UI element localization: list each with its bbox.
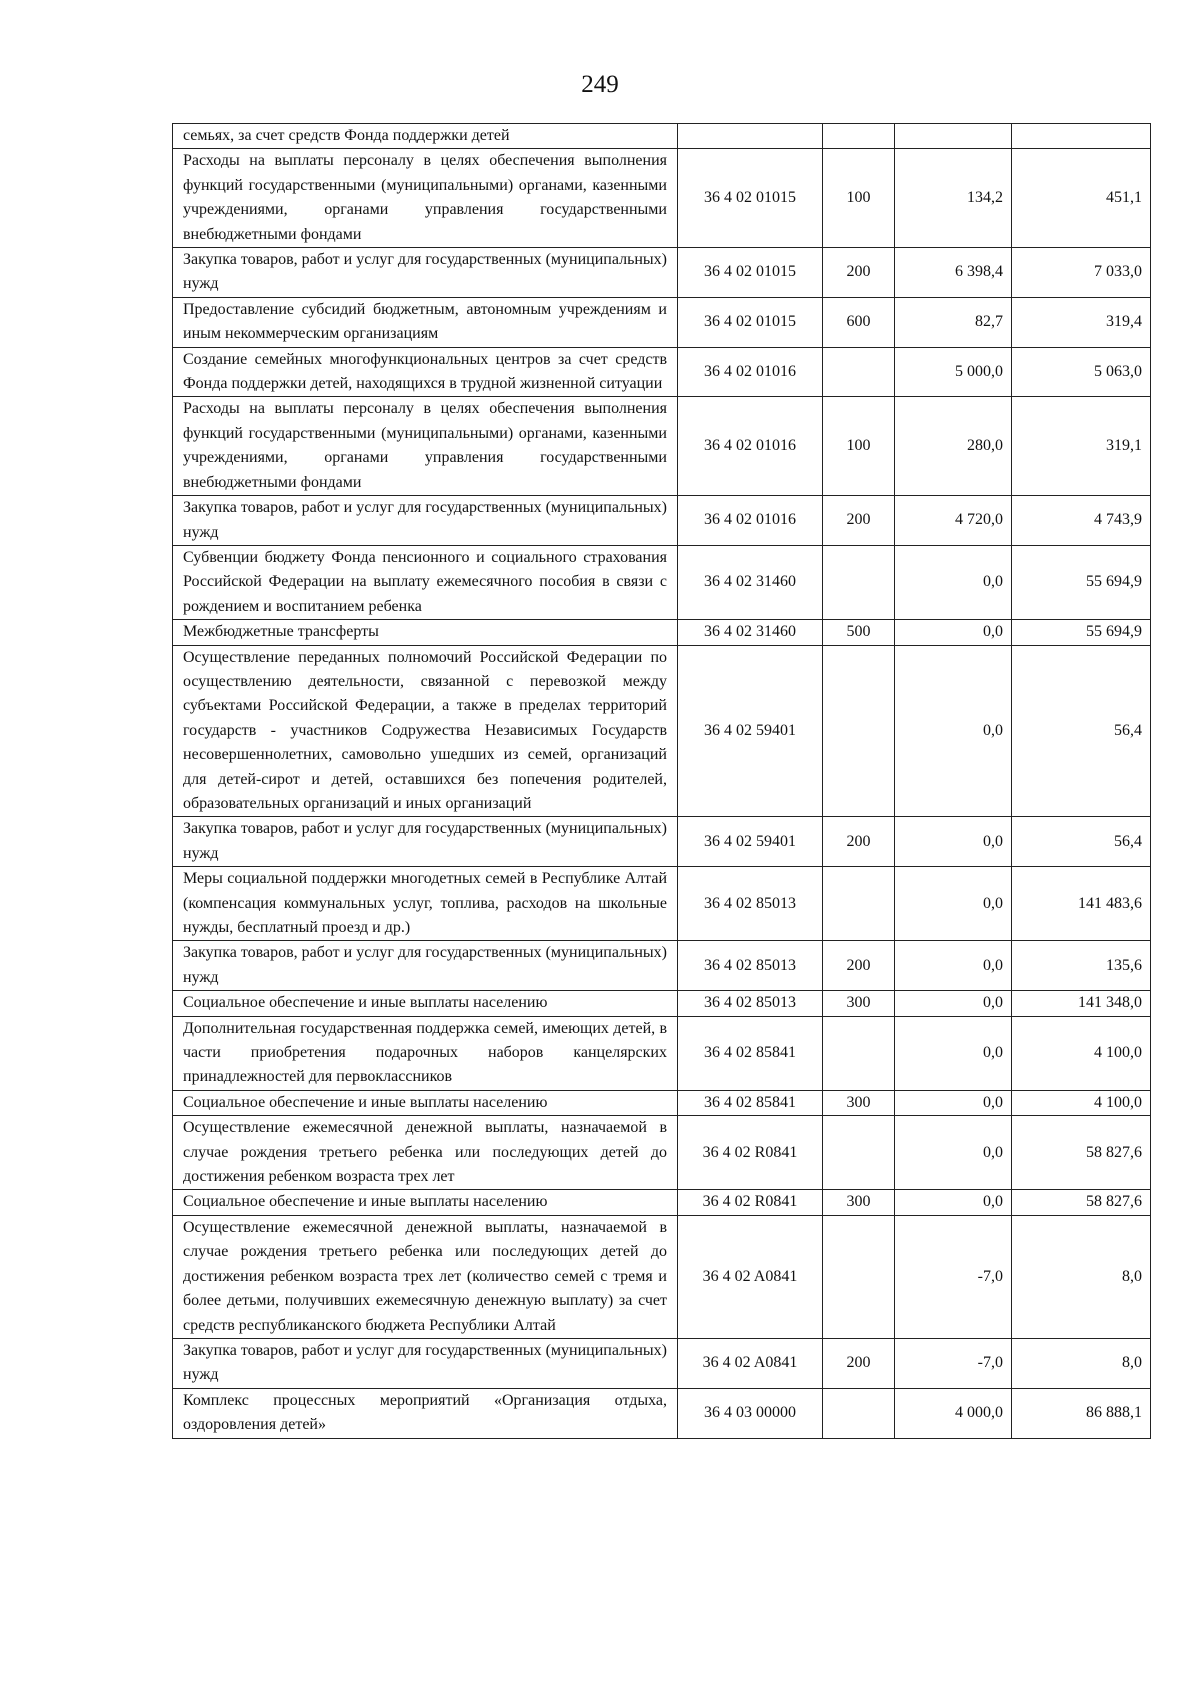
amount-total-cell: 58 827,6	[1012, 1116, 1151, 1190]
expense-name-cell: Комплекс процессных мероприятий «Организация отдыха, оздоровления детей»	[173, 1388, 678, 1438]
target-code-cell: 36 4 03 00000	[678, 1388, 823, 1438]
expense-type-cell: 200	[823, 817, 895, 867]
page-number: 249	[581, 71, 619, 98]
amount-change-cell: 0,0	[895, 941, 1012, 991]
amount-change-cell: 0,0	[895, 1016, 1012, 1090]
amount-change-cell: 5 000,0	[895, 347, 1012, 397]
amount-change-cell: 0,0	[895, 1116, 1012, 1190]
amount-change-cell: 0,0	[895, 645, 1012, 817]
expense-name-cell: Закупка товаров, работ и услуг для государственных (муниципальных) нужд	[173, 496, 678, 546]
expense-name-cell: Меры социальной поддержки многодетных семей в Республике Алтай (компенсация коммунальных услуг, топлива, расходов на школьные нужды, бесплатный проезд и др.)	[173, 867, 678, 941]
table-row	[173, 867, 1151, 941]
expense-name-cell: Межбюджетные трансферты	[173, 620, 678, 645]
amount-total-cell: 319,1	[1012, 397, 1151, 496]
expense-name-cell: Закупка товаров, работ и услуг для государственных (муниципальных) нужд	[173, 1338, 678, 1388]
budget-table-body	[173, 124, 1151, 1439]
amount-total-cell: 5 063,0	[1012, 347, 1151, 397]
expense-type-cell	[823, 1116, 895, 1190]
amount-total-cell: 8,0	[1012, 1338, 1151, 1388]
amount-total-cell: 4 743,9	[1012, 496, 1151, 546]
amount-total-cell: 7 033,0	[1012, 248, 1151, 298]
expense-type-cell	[823, 1016, 895, 1090]
table-row	[173, 124, 1151, 149]
expense-type-cell: 200	[823, 1338, 895, 1388]
target-code-cell: 36 4 02 A0841	[678, 1338, 823, 1388]
amount-change-cell: 0,0	[895, 867, 1012, 941]
table-row	[173, 248, 1151, 298]
expense-name-cell: Предоставление субсидий бюджетным, автономным учреждениям и иным некоммерческим организациям	[173, 297, 678, 347]
expense-name-cell: Закупка товаров, работ и услуг для государственных (муниципальных) нужд	[173, 248, 678, 298]
target-code-cell	[678, 124, 823, 149]
amount-change-cell: 280,0	[895, 397, 1012, 496]
expense-name-cell: Расходы на выплаты персоналу в целях обеспечения выполнения функций государственными (муниципальными) органами, казенными учреждениями, органами управления государственными внебюджетными фондами	[173, 149, 678, 248]
amount-total-cell: 319,4	[1012, 297, 1151, 347]
amount-change-cell: 0,0	[895, 545, 1012, 619]
amount-change-cell: 6 398,4	[895, 248, 1012, 298]
target-code-cell: 36 4 02 01015	[678, 297, 823, 347]
expense-type-cell	[823, 645, 895, 817]
table-row	[173, 1016, 1151, 1090]
target-code-cell: 36 4 02 59401	[678, 817, 823, 867]
target-code-cell: 36 4 02 01016	[678, 496, 823, 546]
target-code-cell: 36 4 02 R0841	[678, 1190, 823, 1215]
target-code-cell: 36 4 02 85841	[678, 1090, 823, 1115]
expense-name-cell: Осуществление переданных полномочий Российской Федерации по осуществлению деятельности, связанной с перевозкой между субъектами Российской Федерации, а также в пределах территорий государств - участников Содружества Независимых Государств несовершеннолетних, самовольно ушедших из семей, организаций для детей-сирот и детей, оставшихся без попечения родителей, образовательных организаций и иных организаций	[173, 645, 678, 817]
amount-total-cell: 141 483,6	[1012, 867, 1151, 941]
expense-type-cell: 100	[823, 397, 895, 496]
amount-total-cell: 55 694,9	[1012, 545, 1151, 619]
amount-total-cell: 141 348,0	[1012, 991, 1151, 1016]
table-row	[173, 1338, 1151, 1388]
target-code-cell: 36 4 02 85841	[678, 1016, 823, 1090]
amount-change-cell: 0,0	[895, 1190, 1012, 1215]
table-row	[173, 545, 1151, 619]
target-code-cell: 36 4 02 85013	[678, 941, 823, 991]
table-row	[173, 817, 1151, 867]
table-row	[173, 149, 1151, 248]
table-row	[173, 1215, 1151, 1338]
amount-change-cell: 0,0	[895, 991, 1012, 1016]
expense-type-cell: 200	[823, 496, 895, 546]
expense-name-cell: Осуществление ежемесячной денежной выплаты, назначаемой в случае рождения третьего ребенка или последующих детей до достижения ребенком возраста трех лет (количество семей с тремя и более детьми, получивших ежемесячную денежную выплату) за счет средств республиканского бюджета Республики Алтай	[173, 1215, 678, 1338]
target-code-cell: 36 4 02 31460	[678, 620, 823, 645]
expense-type-cell: 300	[823, 991, 895, 1016]
target-code-cell: 36 4 02 01015	[678, 248, 823, 298]
amount-total-cell: 4 100,0	[1012, 1016, 1151, 1090]
expense-type-cell	[823, 347, 895, 397]
table-row	[173, 991, 1151, 1016]
expense-type-cell	[823, 867, 895, 941]
table-row	[173, 1116, 1151, 1190]
target-code-cell: 36 4 02 01016	[678, 397, 823, 496]
amount-total-cell: 135,6	[1012, 941, 1151, 991]
target-code-cell: 36 4 02 31460	[678, 545, 823, 619]
expense-type-cell: 200	[823, 941, 895, 991]
table-row	[173, 1388, 1151, 1438]
table-row	[173, 1090, 1151, 1115]
table-row	[173, 297, 1151, 347]
table-row	[173, 645, 1151, 817]
amount-change-cell: 134,2	[895, 149, 1012, 248]
target-code-cell: 36 4 02 85013	[678, 991, 823, 1016]
expense-type-cell: 200	[823, 248, 895, 298]
expense-name-cell: Расходы на выплаты персоналу в целях обеспечения выполнения функций государственными (муниципальными) органами, казенными учреждениями, органами управления государственными внебюджетными фондами	[173, 397, 678, 496]
amount-change-cell: 4 720,0	[895, 496, 1012, 546]
amount-change-cell: 0,0	[895, 1090, 1012, 1115]
amount-change-cell: 0,0	[895, 620, 1012, 645]
amount-change-cell: 4 000,0	[895, 1388, 1012, 1438]
expense-type-cell	[823, 545, 895, 619]
amount-total-cell: 86 888,1	[1012, 1388, 1151, 1438]
table-row	[173, 620, 1151, 645]
expense-type-cell: 500	[823, 620, 895, 645]
expense-type-cell: 600	[823, 297, 895, 347]
amount-total-cell: 58 827,6	[1012, 1190, 1151, 1215]
amount-total-cell	[1012, 124, 1151, 149]
expense-name-cell: Социальное обеспечение и иные выплаты населению	[173, 1190, 678, 1215]
expense-name-cell: Субвенции бюджету Фонда пенсионного и социального страхования Российской Федерации на выплату ежемесячного пособия в связи с рождением и воспитанием ребенка	[173, 545, 678, 619]
expense-type-cell: 100	[823, 149, 895, 248]
expense-name-cell: Закупка товаров, работ и услуг для государственных (муниципальных) нужд	[173, 941, 678, 991]
table-row	[173, 496, 1151, 546]
amount-total-cell: 8,0	[1012, 1215, 1151, 1338]
amount-change-cell	[895, 124, 1012, 149]
amount-total-cell: 451,1	[1012, 149, 1151, 248]
target-code-cell: 36 4 02 R0841	[678, 1116, 823, 1190]
expense-type-cell	[823, 1388, 895, 1438]
expense-name-cell: Дополнительная государственная поддержка семей, имеющих детей, в части приобретения подарочных наборов канцелярских принадлежностей для первоклассников	[173, 1016, 678, 1090]
target-code-cell: 36 4 02 85013	[678, 867, 823, 941]
table-row	[173, 397, 1151, 496]
expense-name-cell: Закупка товаров, работ и услуг для государственных (муниципальных) нужд	[173, 817, 678, 867]
amount-total-cell: 4 100,0	[1012, 1090, 1151, 1115]
expense-name-cell: Социальное обеспечение и иные выплаты населению	[173, 1090, 678, 1115]
target-code-cell: 36 4 02 01015	[678, 149, 823, 248]
amount-total-cell: 56,4	[1012, 645, 1151, 817]
expense-name-cell: Создание семейных многофункциональных центров за счет средств Фонда поддержки детей, находящихся в трудной жизненной ситуации	[173, 347, 678, 397]
amount-total-cell: 56,4	[1012, 817, 1151, 867]
amount-change-cell: -7,0	[895, 1215, 1012, 1338]
expense-name-cell: семьях, за счет средств Фонда поддержки детей	[173, 124, 678, 149]
expense-name-cell: Социальное обеспечение и иные выплаты населению	[173, 991, 678, 1016]
amount-change-cell: 82,7	[895, 297, 1012, 347]
expense-type-cell	[823, 1215, 895, 1338]
target-code-cell: 36 4 02 59401	[678, 645, 823, 817]
table-row	[173, 347, 1151, 397]
expense-type-cell: 300	[823, 1190, 895, 1215]
table-row	[173, 1190, 1151, 1215]
amount-change-cell: 0,0	[895, 817, 1012, 867]
target-code-cell: 36 4 02 01016	[678, 347, 823, 397]
expense-type-cell: 300	[823, 1090, 895, 1115]
expense-type-cell	[823, 124, 895, 149]
budget-table	[172, 123, 1151, 1439]
amount-change-cell: -7,0	[895, 1338, 1012, 1388]
table-row	[173, 941, 1151, 991]
target-code-cell: 36 4 02 A0841	[678, 1215, 823, 1338]
amount-total-cell: 55 694,9	[1012, 620, 1151, 645]
expense-name-cell: Осуществление ежемесячной денежной выплаты, назначаемой в случае рождения третьего ребенка или последующих детей до достижения ребенком возраста трех лет	[173, 1116, 678, 1190]
